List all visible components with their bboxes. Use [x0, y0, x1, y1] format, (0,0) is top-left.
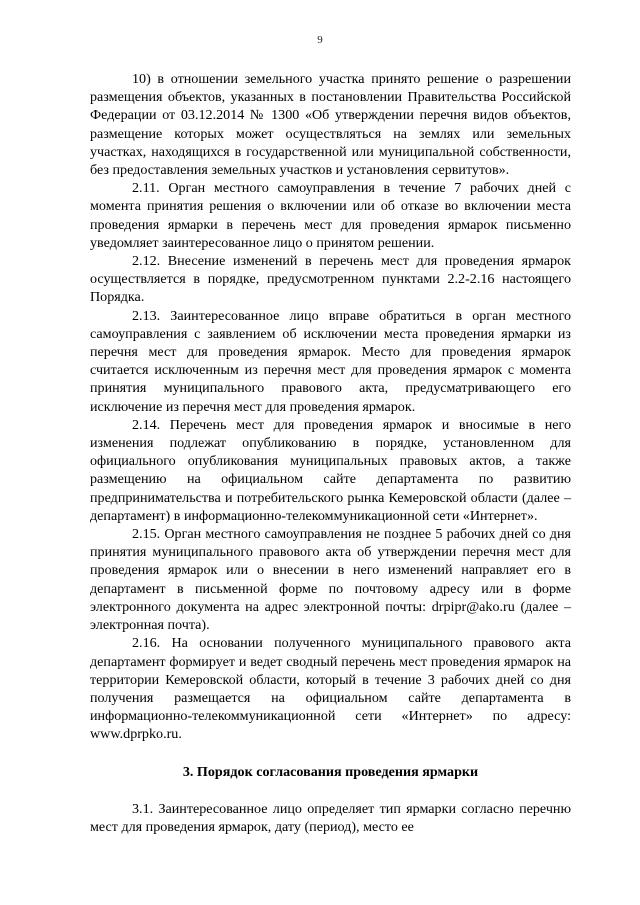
page-number: 9 [317, 34, 323, 46]
paragraph-item-10: 10) в отношении земельного участка принято решение о разрешении размещения объектов, указанных в постановлении Правительства Российской Федерации от 03.12.2014 № 1300 «Об утверждении перечня видов объектов, размещение которых может осуществляться на землях или земельных участках, находящихся в государственной или муниципальной собственности, без предоставления земельных участков и установления сервитутов». [90, 71, 571, 179]
paragraph-2-15: 2.15. Орган местного самоуправления не позднее 5 рабочих дней со дня принятия муниципального правового акта об утверждении перечня мест для проведения ярмарок или о внесении в него изменений направляет его в департамент в письменной форме по почтовому адресу или в форме электронного документа на адрес электронной почты: drpipr@ako.ru (далее – электронная почта). [90, 526, 571, 634]
paragraph-2-16: 2.16. На основании полученного муниципального правового акта департамент формирует и ведет сводный перечень мест проведения ярмарок на территории Кемеровской области, который в течение 3 рабочих дней со дня получения размещается на официальном сайте департамента в информационно-телекоммуникационной сети «Интернет» по адресу: www.dprpko.ru. [90, 635, 571, 743]
paragraph-2-12: 2.12. Внесение изменений в перечень мест для проведения ярмарок осуществляется в порядке, предусмотренном пунктами 2.2-2.16 настоящего Порядка. [90, 253, 571, 306]
paragraph-2-14: 2.14. Перечень мест для проведения ярмарок и вносимые в него изменения подлежат опубликованию в порядке, установленном для официального опубликования муниципальных правовых актов, а также размещению на официальном сайте департамента по развитию предпринимательства и потребительского рынка Кемеровской области (далее – департамент) в информационно-телекоммуникационной сети «Интернет». [90, 416, 571, 524]
section-heading: 3. Порядок согласования проведения ярмарки [182, 763, 479, 780]
paragraph-2-13: 2.13. Заинтересованное лицо вправе обратиться в орган местного самоуправления с заявлением об исключении места проведения ярмарки из перечня мест для проведения ярмарок. Место для проведения ярмарок считается исключенным из перечня мест для проведения ярмарок с момента принятия муниципального правового акта, предусматривающего его исключение из перечня мест для проведения ярмарок. [90, 307, 571, 415]
paragraph-2-11: 2.11. Орган местного самоуправления в течение 7 рабочих дней с момента принятия решения о включении или об отказе во включении места проведения ярмарки в перечень мест для проведения ярмарок письменно уведомляет заинтересованное лицо о принятом решении. [90, 180, 571, 251]
document-body [90, 70, 571, 836]
paragraph-3-1: 3.1. Заинтересованное лицо определяет тип ярмарки согласно перечню мест для проведения ярмарок, дату (период), место ее [90, 800, 571, 835]
